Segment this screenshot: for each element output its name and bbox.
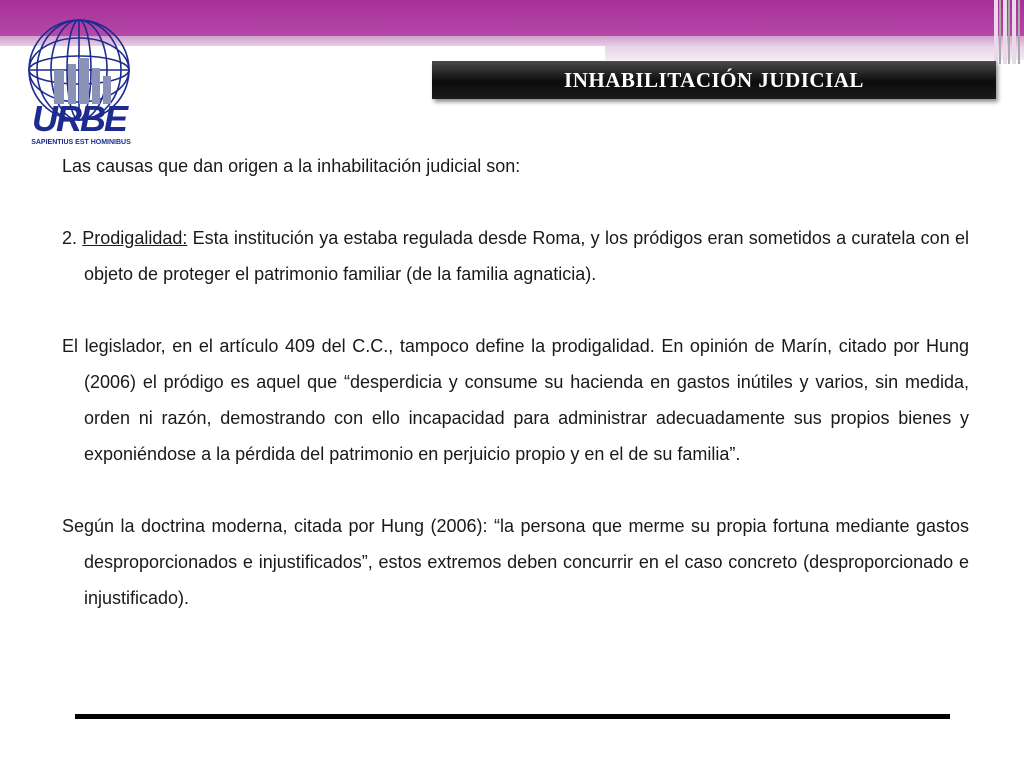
point-2 bbox=[62, 220, 969, 292]
top-banner bbox=[0, 0, 1024, 36]
logo-motto: SAPIENTIUS EST HOMINIBUS bbox=[31, 139, 131, 146]
banner-stripe bbox=[1012, 0, 1016, 64]
banner-stripe bbox=[1003, 0, 1007, 64]
logo-text: URBE bbox=[31, 98, 127, 139]
banner-stripe bbox=[999, 0, 1001, 64]
slide-title-bar bbox=[432, 61, 996, 99]
intro-text: Las causas que dan origen a la inhabilitación judicial son: bbox=[62, 156, 521, 176]
slide-title: INHABILITACIÓN JUDICIAL bbox=[564, 67, 864, 92]
point-term: Prodigalidad: bbox=[82, 228, 188, 248]
point-number: 2. bbox=[62, 228, 78, 248]
banner-stripe bbox=[1018, 0, 1020, 64]
paragraph-doctrina: Según la doctrina moderna, citada por Hung (2006): “la persona que merme su propia fortuna mediante gastos desproporcionados e injustificados”, estos extremos deben concurrir en el caso concreto (desproporcionado e injustificado). bbox=[62, 516, 969, 608]
bottom-divider bbox=[75, 714, 950, 719]
banner-stripe bbox=[994, 0, 998, 64]
slide-content bbox=[62, 148, 969, 616]
point-text: Esta institución ya estaba regulada desde Roma, y los pródigos eran sometidos a curatela con el objeto de proteger el patrimonio familiar (de la familia agnaticia). bbox=[84, 228, 969, 284]
top-banner-light bbox=[605, 46, 1024, 60]
banner-stripe bbox=[1008, 0, 1010, 64]
urbe-logo bbox=[24, 18, 138, 148]
paragraph-legislador: El legislador, en el artículo 409 del C.C., tampoco define la prodigalidad. En opinión de Marín, citado por Hung (2006) el pródigo es aquel que “desperdicia y consume su hacienda en gastos inútiles y varios, sin medida, orden ni razón, demostrando con ello incapacidad para administrar adecuadamente sus propios bienes y exponiéndose a la pérdida del patrimonio en perjuicio propio y en el de su familia”. bbox=[62, 336, 969, 464]
top-banner-shade bbox=[0, 36, 1024, 46]
